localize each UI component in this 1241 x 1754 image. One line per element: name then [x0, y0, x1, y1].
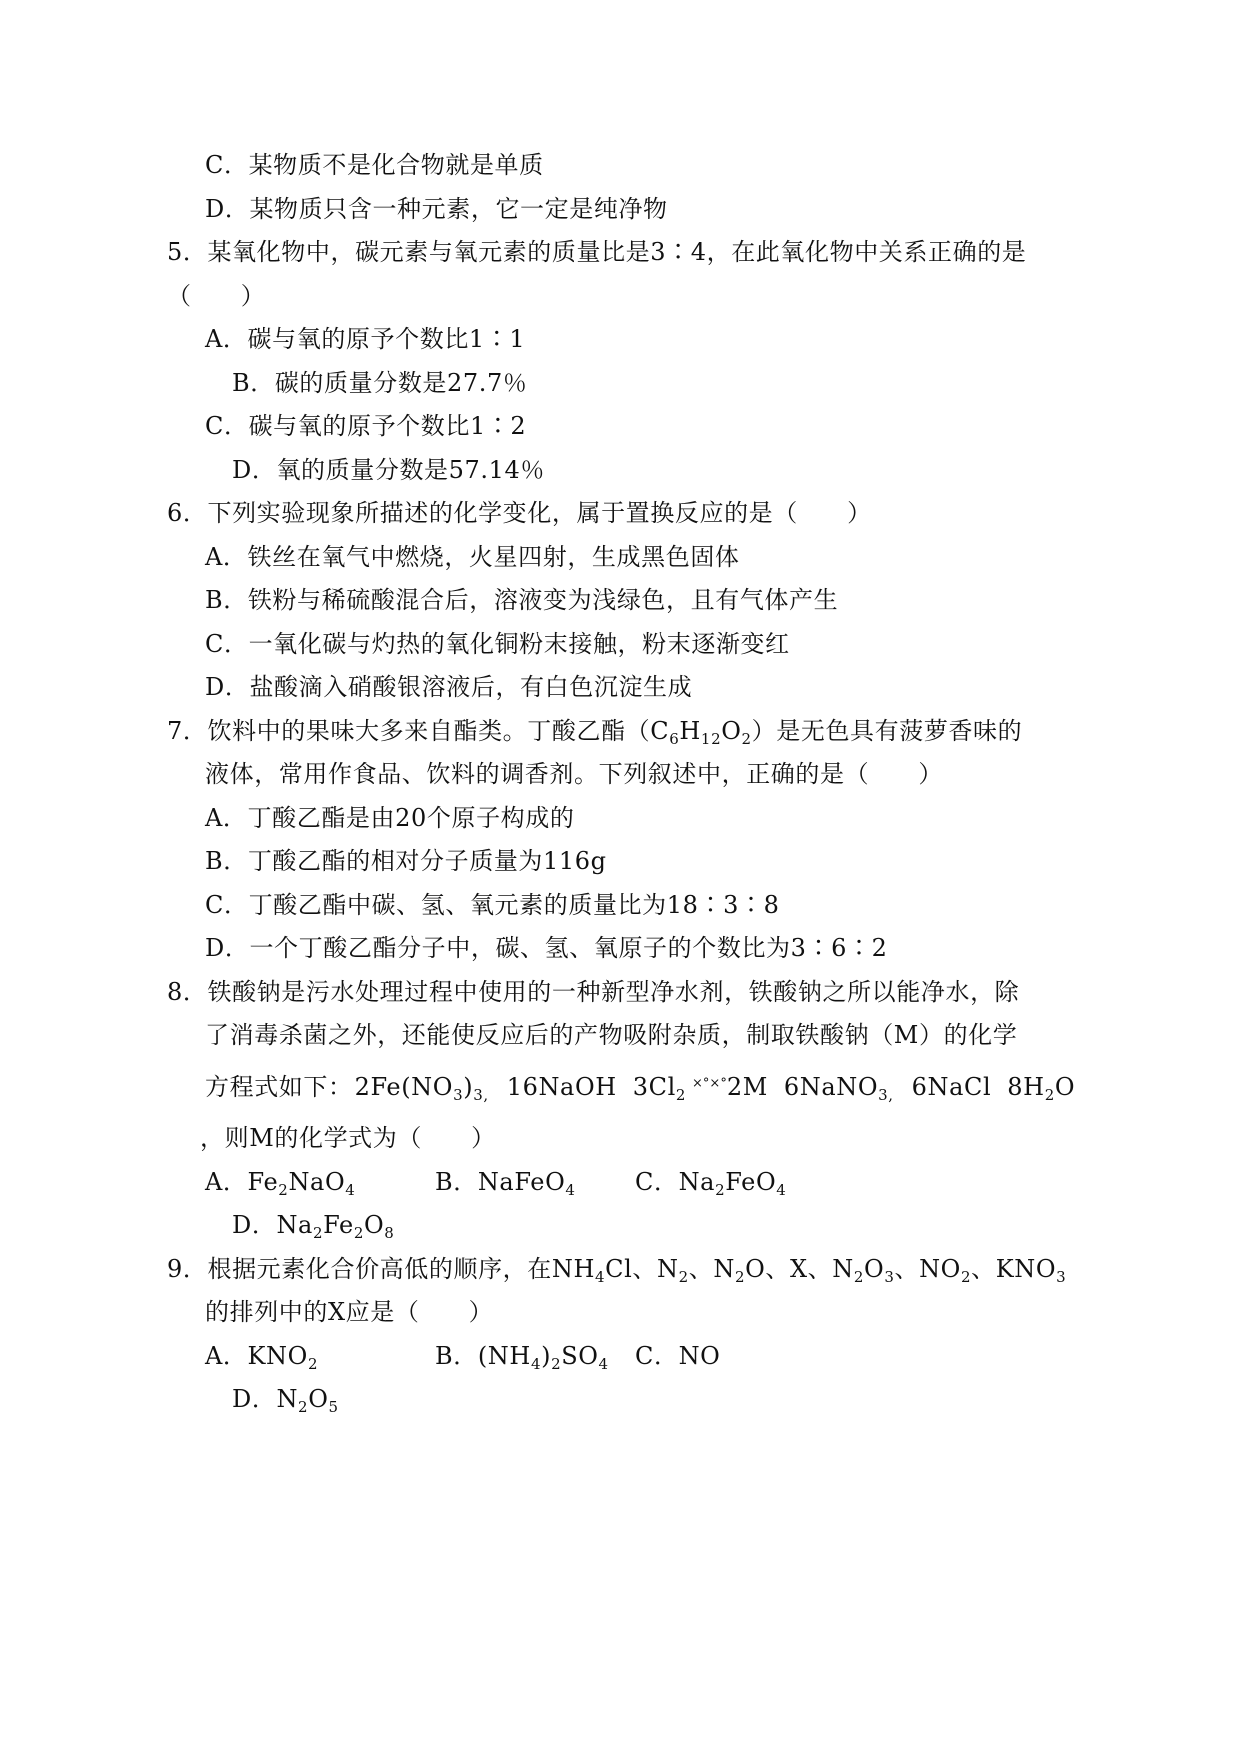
q7-option-d: D．一个丁酸乙酯分子中，碳、氢、氧原子的个数比为3∶6∶2 — [205, 934, 888, 962]
subscript: 2 — [278, 1181, 289, 1199]
reaction-condition-marks: ×°×° — [692, 1076, 727, 1091]
subscript: 8 — [384, 1224, 395, 1242]
q7-stem — [167, 715, 1022, 747]
eq-term: O — [1054, 1073, 1076, 1101]
option-text: C．Na — [635, 1168, 716, 1196]
subscript: 2 — [312, 1224, 324, 1242]
subscript: 2 — [960, 1268, 972, 1286]
q5-stem: 5．某氧化物中，碳元素与氧元素的质量比是3∶4，在此氧化物中关系正确的是 — [167, 238, 1027, 266]
subscript: 2 — [741, 730, 752, 748]
subscript: 2 — [675, 1086, 687, 1104]
subscript: 2 — [734, 1268, 746, 1286]
q8-option-d — [232, 1209, 394, 1241]
subscript: 4 — [530, 1355, 542, 1373]
subscript: 4 — [345, 1181, 356, 1199]
q6-option-a: A．铁丝在氧气中燃烧，火星四射，生成黑色固体 — [205, 543, 740, 571]
q9-stem-text: O — [864, 1255, 885, 1283]
q9-stem-line2: 的排列中的X应是（ ） — [205, 1298, 494, 1326]
subscript: 6 — [669, 730, 680, 748]
eq-term: 16NaOH — [506, 1073, 617, 1101]
q9-stem-text: 、KNO — [971, 1255, 1057, 1283]
eq-term: 3Cl — [632, 1073, 676, 1101]
q9-stem-text: Cl、N — [605, 1255, 679, 1283]
q9-option-a — [205, 1340, 435, 1372]
option-text: B．NaFeO — [435, 1168, 566, 1196]
option-text: D．N — [232, 1385, 299, 1413]
q9-option-d — [232, 1383, 339, 1415]
eq-term: 2M — [726, 1073, 768, 1101]
q7-option-c: C．丁酸乙酯中碳、氢、氧元素的质量比为18∶3∶8 — [205, 891, 780, 919]
q7-stem-text: O — [721, 717, 742, 745]
option-text: A．KNO — [205, 1342, 308, 1370]
option-text: NaO — [288, 1168, 346, 1196]
q6-option-d: D．盐酸滴入硝酸银溶液后，有白色沉淀生成 — [205, 673, 693, 701]
option-text: ) — [541, 1342, 552, 1370]
subscript: 3 — [453, 1086, 464, 1104]
option-text: Fe — [323, 1211, 354, 1239]
q7-option-a: A．丁酸乙酯是由20个原子构成的 — [205, 804, 575, 832]
q5-option-c: C．碳与氧的原予个数比1∶2 — [205, 412, 527, 440]
q8-option-a — [205, 1166, 435, 1198]
q8-stem: 8．铁酸钠是污水处理过程中使用的一种新型净水剂，铁酸钠之所以能净水，除 — [167, 978, 1020, 1006]
q8-stem-line2: 了消毒杀菌之外，还能使反应后的产物吸附杂质，制取铁酸钠（M）的化学 — [205, 1021, 1018, 1049]
q7-option-b: B．丁酸乙酯的相对分子质量为116g — [205, 847, 607, 875]
subscript: 2 — [353, 1224, 365, 1242]
subscript: 4 — [598, 1355, 609, 1373]
q7-stem-text: ）是无色具有菠萝香味的 — [751, 717, 1023, 745]
q9-stem-text: 9．根据元素化合价高低的顺序，在NH — [167, 1255, 595, 1283]
eq-term: 8H — [1007, 1073, 1045, 1101]
q8-options-row — [205, 1166, 786, 1198]
option-text: O — [308, 1385, 329, 1413]
subscript: 3 — [1056, 1268, 1067, 1286]
eq-term: 6NaCl — [911, 1073, 992, 1101]
option-text: D．Na — [232, 1211, 313, 1239]
eq-term: ) — [463, 1073, 474, 1101]
subscript: 2 — [715, 1181, 726, 1199]
subscript: 2 — [853, 1268, 865, 1286]
q9-stem-text: 、NO — [894, 1255, 961, 1283]
subscript: 2 — [1044, 1086, 1055, 1104]
option-text: A．Fe — [205, 1168, 279, 1196]
q4-option-d: D．某物质只含一种元素，它一定是纯净物 — [205, 195, 668, 223]
subscript: 3 — [884, 1268, 895, 1286]
q8-option-c — [635, 1166, 786, 1198]
option-text: SO — [561, 1342, 599, 1370]
q6-option-c: C．一氧化碳与灼热的氧化铜粉末接触，粉末逐渐变红 — [205, 630, 790, 658]
subscript: 5 — [328, 1398, 339, 1416]
q4-option-c: C．某物质不是化合物就是单质 — [205, 151, 544, 179]
q6-stem: 6．下列实验现象所描述的化学变化，属于置换反应的是（ ） — [167, 499, 872, 527]
subscript: 12 — [700, 730, 722, 748]
q5-stem-bracket: （ ） — [167, 282, 266, 310]
subscript: 4 — [595, 1268, 606, 1286]
q7-stem-line2: 液体，常用作食品、饮料的调香剂。下列叙述中，正确的是（ ） — [205, 760, 943, 788]
q9-stem-text: O、X、N — [745, 1255, 854, 1283]
q9-option-b — [435, 1340, 635, 1372]
q6-option-b: B．铁粉与稀硫酸混合后，溶液变为浅绿色，且有气体产生 — [205, 586, 839, 614]
q9-options-row — [205, 1340, 720, 1372]
q9-option-c: C．NO — [635, 1342, 721, 1370]
subscript: 3, — [473, 1086, 489, 1104]
q7-stem-text: 7．饮料中的果味大多来自酯类。丁酸乙酯（C — [167, 717, 670, 745]
option-text: B．(NH — [435, 1342, 531, 1370]
subscript: 2 — [551, 1355, 562, 1373]
q5-option-d: D．氧的质量分数是57.14％ — [232, 456, 545, 484]
option-text: O — [364, 1211, 385, 1239]
q8-stem-line4: ，则M的化学式为（ ） — [200, 1124, 496, 1152]
q8-option-b — [435, 1166, 635, 1198]
q8-stem-line3: 方程式如下： — [205, 1073, 353, 1101]
subscript: 4 — [776, 1181, 787, 1199]
subscript: 2 — [678, 1268, 689, 1286]
q5-option-a: A．碳与氧的原予个数比1∶1 — [205, 325, 526, 353]
eq-term: 2Fe(NO — [354, 1073, 454, 1101]
q9-stem-text: 、N — [688, 1255, 735, 1283]
option-text: FeO — [725, 1168, 777, 1196]
q7-stem-text: H — [679, 717, 701, 745]
q8-equation — [205, 1068, 1091, 1103]
q9-stem — [167, 1253, 1066, 1285]
eq-term: 6NaNO — [783, 1073, 879, 1101]
subscript: 4 — [565, 1181, 576, 1199]
subscript: 2 — [307, 1355, 319, 1373]
q5-option-b: B．碳的质量分数是27.7％ — [232, 369, 528, 397]
subscript: 2 — [298, 1398, 309, 1416]
subscript: 3, — [878, 1086, 894, 1104]
